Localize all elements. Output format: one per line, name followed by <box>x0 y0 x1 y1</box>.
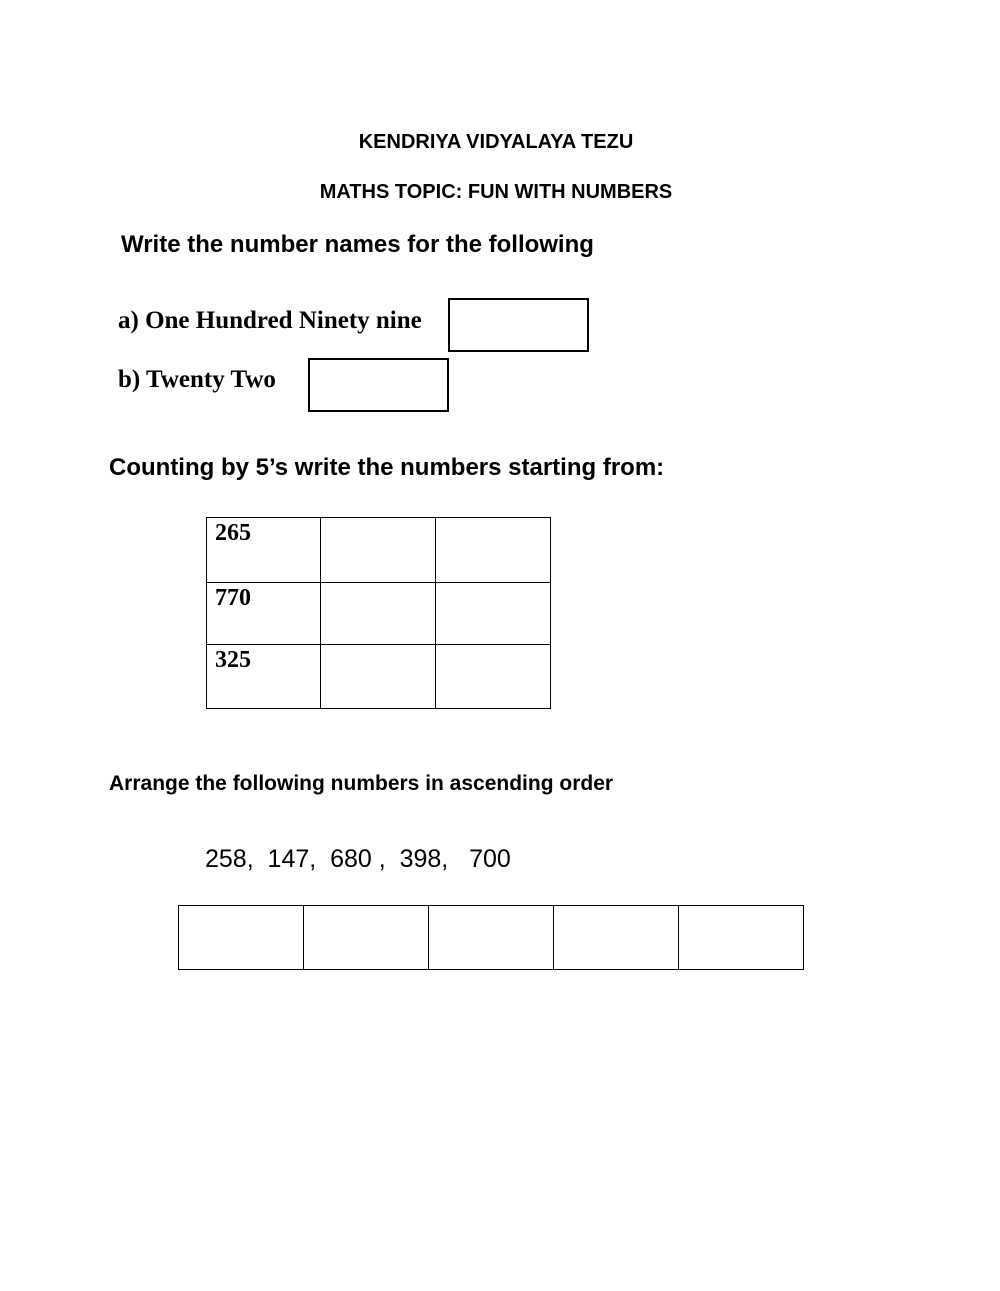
counting-answer-cell[interactable] <box>436 518 551 583</box>
question3-heading: Arrange the following numbers in ascending order <box>109 772 614 795</box>
counting-answer-cell[interactable] <box>436 583 551 645</box>
counting-start-cell: 265 <box>207 518 321 583</box>
counting-row <box>207 583 551 645</box>
ascending-order-table <box>178 905 804 970</box>
counting-row <box>207 645 551 709</box>
counting-table <box>206 517 551 709</box>
counting-row <box>207 518 551 583</box>
ascending-answer-cell[interactable] <box>179 906 304 970</box>
question1b-answer-box[interactable] <box>308 358 449 412</box>
question3-number-list: 258, 147, 680 , 398, 700 <box>205 845 511 873</box>
ascending-order-row <box>179 906 804 970</box>
counting-start-cell: 770 <box>207 583 321 645</box>
question1b-label: b) Twenty Two <box>118 366 276 393</box>
counting-answer-cell[interactable] <box>321 518 436 583</box>
school-title: KENDRIYA VIDYALAYA TEZU <box>358 131 634 153</box>
counting-answer-cell[interactable] <box>321 583 436 645</box>
question2-heading: Counting by 5’s write the numbers starting from: <box>109 454 665 481</box>
question1a-answer-box[interactable] <box>448 298 589 352</box>
ascending-answer-cell[interactable] <box>554 906 679 970</box>
counting-answer-cell[interactable] <box>321 645 436 709</box>
question1-heading: Write the number names for the following <box>121 231 594 258</box>
counting-start-cell: 325 <box>207 645 321 709</box>
question1a-label: a) One Hundred Ninety nine <box>118 307 422 334</box>
counting-answer-cell[interactable] <box>436 645 551 709</box>
ascending-answer-cell[interactable] <box>429 906 554 970</box>
topic-title: MATHS TOPIC: FUN WITH NUMBERS <box>319 181 673 203</box>
ascending-answer-cell[interactable] <box>304 906 429 970</box>
ascending-answer-cell[interactable] <box>679 906 804 970</box>
